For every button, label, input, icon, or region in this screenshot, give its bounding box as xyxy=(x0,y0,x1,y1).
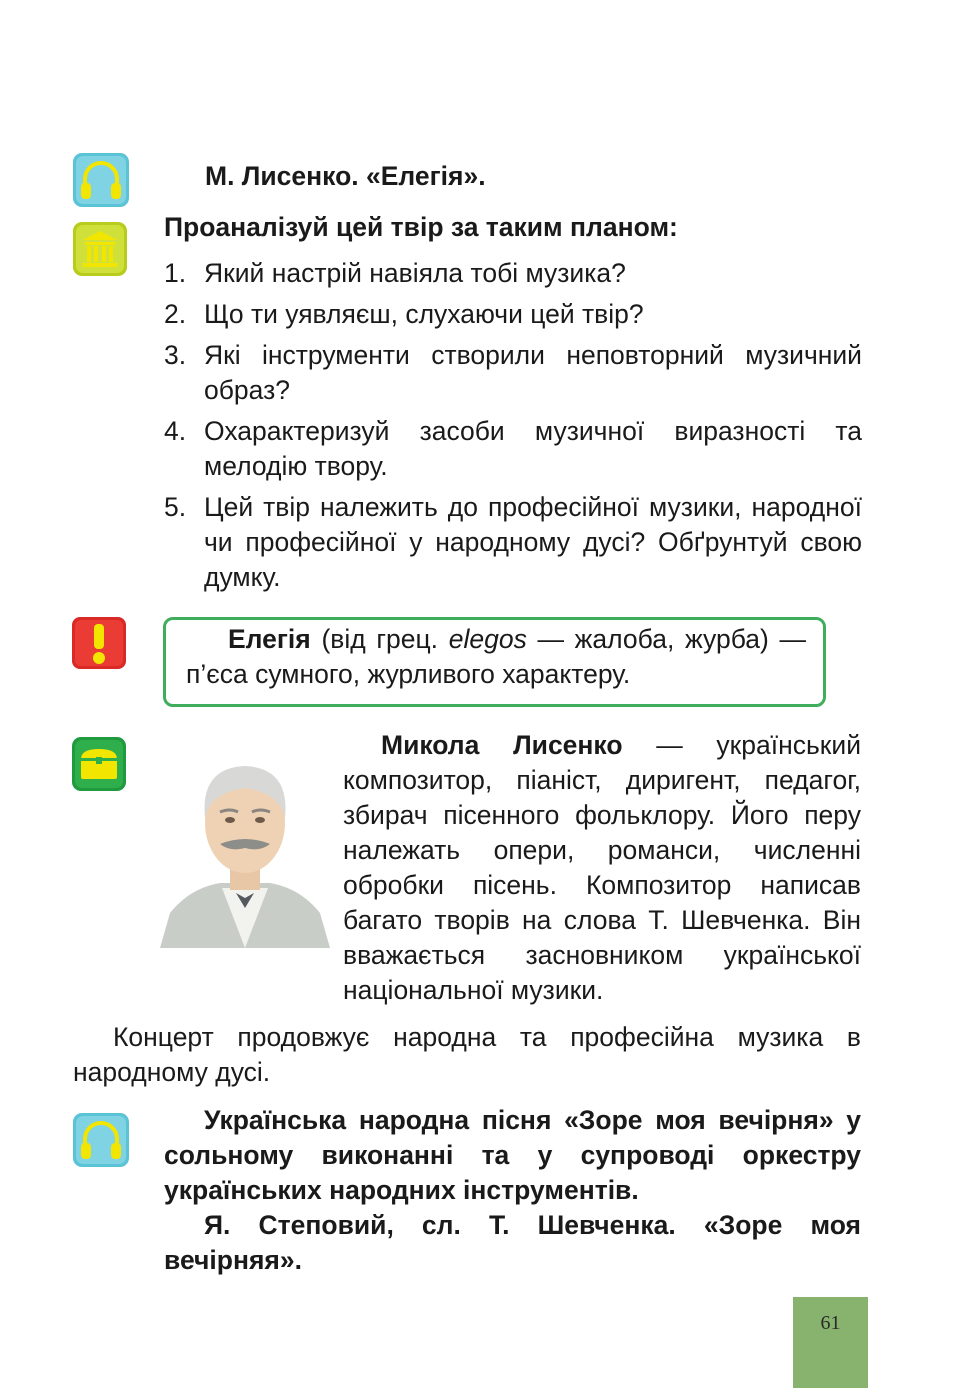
question-text: Які інструменти створили неповторний музичний образ? xyxy=(204,340,862,405)
question-text: Який настрій навіяла тобі музика? xyxy=(204,258,626,288)
song-1-title xyxy=(164,1103,861,1208)
song-2-text: Я. Степовий, сл. Т. Шевченка. «Зоре моя вечірняя». xyxy=(164,1210,861,1275)
headphones-icon xyxy=(73,153,129,207)
definition-foreign-word: elegos xyxy=(448,624,527,654)
listening-title: М. Лисенко. «Елегія». xyxy=(205,161,486,191)
list-item xyxy=(164,338,862,408)
museum-icon xyxy=(73,222,127,276)
composer-name: Микола Лисенко xyxy=(381,730,623,760)
list-number: 4. xyxy=(164,416,187,446)
exclamation-icon xyxy=(72,617,126,669)
list-item xyxy=(164,297,864,332)
question-text: Що ти уявляєш, слухаючи цей твір? xyxy=(204,299,644,329)
biography-body: — український композитор, піаніст, диригент, педагог, збирач пісенного фольклору. Його перу належать опери, романси, численні обробки пісень. Композитор написав багато творів на слова Т. Шевченка. Він вважається засновником української національної музики. xyxy=(343,730,861,1005)
list-number: 1. xyxy=(164,258,187,288)
song-1-text: Українська народна пісня «Зоре моя вечірня» у сольному виконанні та у супроводі оркестру українських народних інструментів. xyxy=(164,1105,861,1205)
page-number: 61 xyxy=(820,1312,841,1334)
definition-text xyxy=(186,622,806,692)
definition-open: (від грец. xyxy=(310,624,449,654)
definition-rest: — жалоба, журба) — п’єса сумного, журливого характеру. xyxy=(186,624,807,689)
concert-text xyxy=(73,1020,861,1090)
biography-text xyxy=(343,728,861,1008)
definition-term: Елегія xyxy=(228,624,311,654)
composer-portrait xyxy=(160,748,330,948)
question-text: Охарактеризуй засоби музичної виразності та мелодію твору. xyxy=(204,416,862,481)
task-heading: Проаналізуй цей твір за таким планом: xyxy=(164,212,678,242)
list-number: 3. xyxy=(164,340,187,370)
list-item xyxy=(164,414,862,484)
list-item xyxy=(164,256,864,291)
headphones-icon xyxy=(73,1113,129,1167)
song-2-title xyxy=(164,1208,861,1278)
page-number-box xyxy=(793,1297,868,1388)
chest-icon xyxy=(72,737,126,791)
question-text: Цей твір належить до професійної музики, народної чи професійної у народному дусі? Обґрунтуй свою думку. xyxy=(204,492,862,592)
list-item xyxy=(164,490,862,595)
list-number: 5. xyxy=(164,492,187,522)
concert-text-body: Концерт продовжує народна та професійна музика в народному дусі. xyxy=(73,1022,861,1087)
list-number: 2. xyxy=(164,299,187,329)
